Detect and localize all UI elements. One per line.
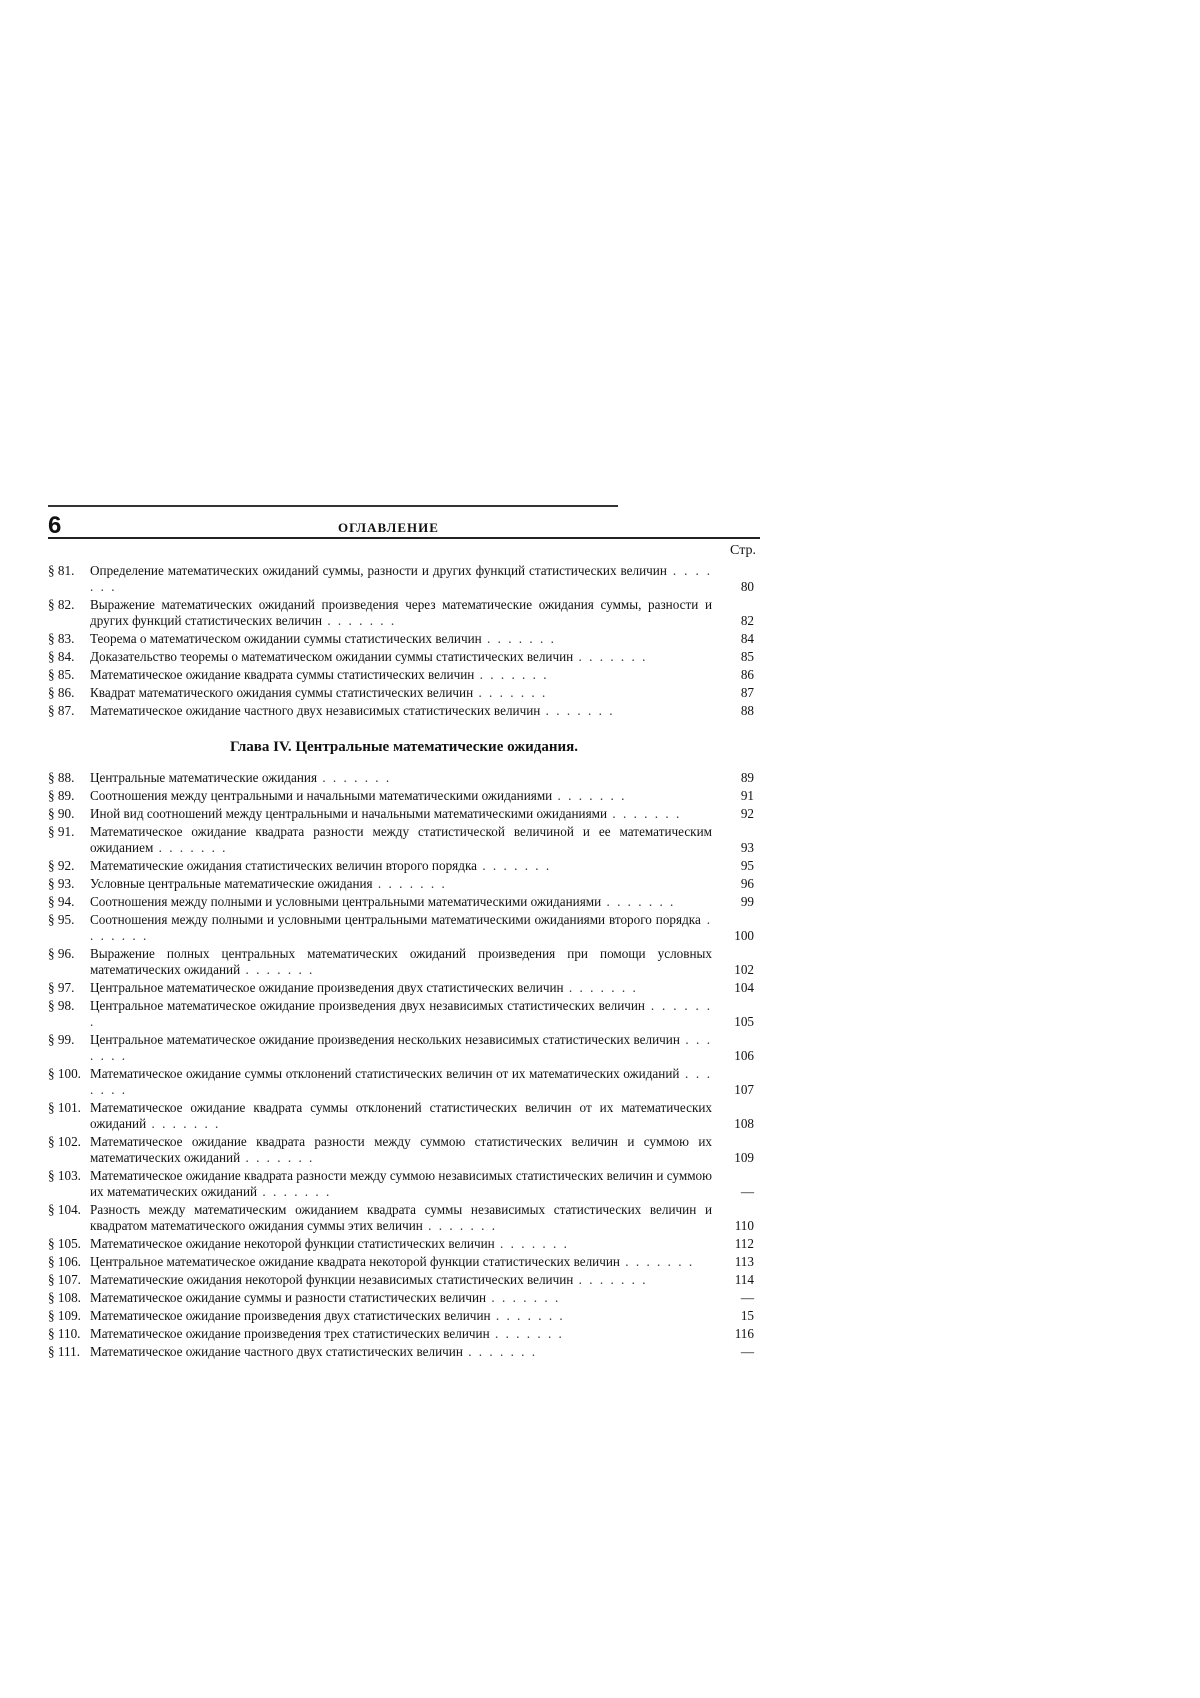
toc-entry [48, 1254, 760, 1270]
toc-entry [48, 912, 760, 944]
toc-entry [48, 806, 760, 822]
section-title: Выражение полных центральных математических ожиданий произведения при помощи условных математических ожиданий . . . . . . . [90, 946, 712, 977]
section-number: § 104. [48, 1202, 81, 1217]
toc-entry [48, 667, 760, 683]
section-number: § 93. [48, 876, 75, 891]
section-title: Математическое ожидание частного двух независимых статистических величин . . . . . . . [90, 703, 615, 718]
section-title: Соотношения между центральными и начальными математическими ожиданиями . . . . . . . [90, 788, 627, 803]
page-ref: 107 [734, 1082, 754, 1097]
toc-entry [48, 1236, 760, 1252]
section-number: § 87. [48, 703, 75, 718]
section-title: Иной вид соотношений между центральными и начальными математическими ожиданиями . . . . . . . [90, 806, 682, 821]
section-number: § 109. [48, 1308, 81, 1323]
page-ref: 100 [734, 928, 754, 943]
page-ref: 85 [740, 649, 754, 664]
leader-dots: . . . . . . . [90, 563, 713, 594]
section-number: § 89. [48, 788, 75, 803]
page-ref: 102 [734, 962, 754, 977]
page-ref: 93 [740, 840, 754, 855]
leader-dots: . . . . . . . [153, 840, 228, 855]
running-head: ОГЛАВЛЕНИЕ [338, 520, 439, 535]
toc-entry [48, 1202, 760, 1234]
leader-dots: . . . . . . . [573, 649, 648, 664]
leader-dots: . . . . . . . [462, 1344, 538, 1359]
leader-dots: . . . . . . . [489, 1326, 564, 1341]
toc-entry [48, 876, 760, 892]
page-ref: 15 [740, 1308, 754, 1323]
page-ref: 108 [734, 1116, 754, 1131]
section-title: Определение математических ожиданий суммы, разности и других функций статистических величин . . . . . . . [90, 563, 713, 594]
page-ref: 104 [734, 980, 754, 995]
section-number: § 103. [48, 1168, 81, 1183]
section-title: Математическое ожидание квадрата разности между статистической величиной и ее математическим ожиданием . . . . . . . [90, 824, 712, 855]
toc-entry [48, 685, 760, 701]
page-ref: 92 [740, 806, 754, 821]
toc-entry [48, 649, 760, 665]
toc-entry [48, 1168, 760, 1200]
page-ref: 113 [734, 1254, 754, 1269]
section-title: Условные центральные математические ожидания . . . . . . . [90, 876, 447, 891]
toc-list-chapter-iii [48, 563, 760, 719]
page-ref: 112 [734, 1236, 754, 1251]
leader-dots: . . . . . . . [146, 1116, 221, 1131]
toc-entry [48, 1290, 760, 1306]
leader-dots: . . . . . . . [90, 998, 712, 1029]
leader-dots: . . . . . . . [490, 1308, 565, 1323]
leader-dots: . . . . . . . [322, 613, 397, 628]
top-rule [48, 505, 618, 507]
page-ref: 96 [740, 876, 754, 891]
section-number: § 88. [48, 770, 75, 785]
section-title: Математическое ожидание квадрата суммы отклонений статистических величин от их математических ожиданий . . . . . . . [90, 1100, 712, 1131]
page-column-heading: Стр. [730, 543, 756, 558]
section-number: § 82. [48, 597, 75, 612]
section-number: § 84. [48, 649, 75, 664]
section-number: § 101. [48, 1100, 81, 1115]
toc-list-chapter-iv [48, 770, 760, 1360]
section-title: Разность между математическим ожиданием квадрата суммы независимых статистических величин и квадратом математического ожидания суммы этих величин . . . . . . . [90, 1202, 712, 1233]
section-title: Математическое ожидание суммы и разности статистических величин . . . . . . . [90, 1290, 561, 1305]
section-number: § 92. [48, 858, 75, 873]
toc-entry [48, 824, 760, 856]
section-number: § 83. [48, 631, 75, 646]
leader-dots: . . . . . . . [372, 876, 447, 891]
section-number: § 90. [48, 806, 75, 821]
toc-entry [48, 980, 760, 996]
leader-dots: . . . . . . . [317, 770, 392, 785]
page-ref: 95 [740, 858, 754, 873]
section-title: Центральное математическое ожидание квадрата некоторой функции статистических величин . . . . . . . [90, 1254, 695, 1269]
leader-dots: . . . . . . . [552, 788, 627, 803]
toc-entry [48, 1344, 760, 1360]
section-title: Математические ожидания статистических величин второго порядка . . . . . . . [90, 858, 552, 873]
section-number: § 100. [48, 1066, 81, 1081]
page-ref: 80 [740, 579, 754, 594]
leader-dots: . . . . . . . [240, 962, 315, 977]
toc-entry [48, 1066, 760, 1098]
toc-entry [48, 631, 760, 647]
section-title: Центральное математическое ожидание произведения двух независимых статистических величин . . . . . . . [90, 998, 712, 1029]
section-number: § 85. [48, 667, 75, 682]
toc-entry [48, 1032, 760, 1064]
toc-entry [48, 597, 760, 629]
section-title: Центральное математическое ожидание произведения нескольких независимых статистических величин . . . . . . . [90, 1032, 713, 1063]
page-ref: 109 [734, 1150, 754, 1165]
toc-entry [48, 563, 760, 595]
leader-dots: . . . . . . . [573, 1272, 648, 1287]
section-title: Соотношения между полными и условными центральными математическими ожиданиями . . . . . . . [90, 894, 676, 909]
leader-dots: . . . . . . . [540, 703, 615, 718]
section-title: Математическое ожидание квадрата разности между суммою независимых статистических величин и суммою их математических ожиданий . . . . . . . [90, 1168, 712, 1199]
page-number: 6 [48, 512, 62, 539]
leader-dots: . . . . . . . [619, 1254, 695, 1269]
toc-entry [48, 788, 760, 804]
section-title: Центральное математическое ожидание произведения двух статистических величин . . . . . . . [90, 980, 638, 995]
section-number: § 108. [48, 1290, 81, 1305]
toc-page [48, 505, 760, 1362]
leader-dots: . . . . . . . [563, 980, 638, 995]
section-number: § 102. [48, 1134, 81, 1149]
page-ref: 87 [740, 685, 754, 700]
toc-entry [48, 1326, 760, 1342]
section-number: § 94. [48, 894, 75, 909]
leader-dots: . . . . . . . [473, 685, 548, 700]
leader-dots: . . . . . . . [257, 1184, 332, 1199]
toc-entry [48, 1100, 760, 1132]
leader-dots: . . . . . . . [422, 1218, 497, 1233]
toc-entry [48, 1272, 760, 1288]
section-number: § 81. [48, 563, 75, 578]
leader-dots: . . . . . . . [474, 667, 549, 682]
section-number: § 111. [48, 1344, 80, 1359]
toc-entry [48, 946, 760, 978]
page-ref: 99 [740, 894, 754, 909]
section-number: § 96. [48, 946, 75, 961]
toc-entry [48, 1308, 760, 1324]
toc-entry [48, 770, 760, 786]
section-title: Центральные математические ожидания . . . . . . . [90, 770, 392, 785]
section-title: Математическое ожидание некоторой функции статистических величин . . . . . . . [90, 1236, 569, 1251]
section-title: Математическое ожидание суммы отклонений статистических величин от их математических ожиданий . . . . . . . [90, 1066, 713, 1097]
section-title: Математическое ожидание произведения двух статистических величин . . . . . . . [90, 1308, 565, 1323]
page-ref: 88 [740, 703, 754, 718]
toc-entry [48, 998, 760, 1030]
page-ref: 114 [734, 1272, 754, 1287]
toc-entry [48, 858, 760, 874]
leader-dots: . . . . . . . [90, 1032, 713, 1063]
page-ref: — [740, 1184, 754, 1199]
page-ref: 116 [734, 1326, 754, 1341]
leader-dots: . . . . . . . [494, 1236, 569, 1251]
page-ref: 106 [734, 1048, 754, 1063]
section-title: Математическое ожидание квадрата суммы статистических величин . . . . . . . [90, 667, 549, 682]
section-number: § 110. [48, 1326, 81, 1341]
page-ref: 86 [740, 667, 754, 682]
leader-dots: . . . . . . . [240, 1150, 315, 1165]
section-title: Выражение математических ожиданий произведения через математические ожидания суммы, разности и других функций статистических величин . . . . . . . [90, 597, 712, 628]
section-number: § 99. [48, 1032, 75, 1047]
page-ref: 105 [734, 1014, 754, 1029]
page-ref: 82 [740, 613, 754, 628]
page-ref: — [740, 1344, 754, 1359]
section-title: Доказательство теоремы о математическом ожидании суммы статистических величин . . . . . . . [90, 649, 648, 664]
section-number: § 107. [48, 1272, 81, 1287]
leader-dots: . . . . . . . [481, 631, 556, 646]
section-title: Математическое ожидание частного двух статистических величин . . . . . . . [90, 1344, 538, 1359]
section-number: § 106. [48, 1254, 81, 1269]
toc-entry [48, 1134, 760, 1166]
section-title: Теорема о математическом ожидании суммы статистических величин . . . . . . . [90, 631, 556, 646]
section-number: § 86. [48, 685, 75, 700]
page-ref: — [740, 1290, 754, 1305]
section-number: § 105. [48, 1236, 81, 1251]
section-number: § 97. [48, 980, 75, 995]
leader-dots: . . . . . . . [90, 912, 712, 943]
page-ref: 84 [740, 631, 754, 646]
toc-entry [48, 703, 760, 719]
page-ref: 89 [740, 770, 754, 785]
leader-dots: . . . . . . . [607, 806, 682, 821]
section-title: Соотношения между полными и условными центральными математическими ожиданиями второго порядка . . . . . . . [90, 912, 712, 943]
leader-dots: . . . . . . . [90, 1066, 713, 1097]
toc-entry [48, 894, 760, 910]
page-header [48, 512, 760, 539]
leader-dots: . . . . . . . [601, 894, 676, 909]
section-title: Математическое ожидание произведения трех статистических величин . . . . . . . [90, 1326, 564, 1341]
leader-dots: . . . . . . . [486, 1290, 561, 1305]
section-title: Математические ожидания некоторой функции независимых статистических величин . . . . . . . [90, 1272, 648, 1287]
chapter-heading: Глава IV. Центральные математические ожидания. [230, 739, 578, 755]
page-ref: 110 [734, 1218, 754, 1233]
leader-dots: . . . . . . . [477, 858, 552, 873]
section-number: § 91. [48, 824, 75, 839]
page-ref: 91 [740, 788, 754, 803]
section-number: § 98. [48, 998, 75, 1013]
section-title: Квадрат математического ожидания суммы статистических величин . . . . . . . [90, 685, 548, 700]
section-title: Математическое ожидание квадрата разности между суммою статистических величин и суммою их математических ожиданий . . . . . . . [90, 1134, 712, 1165]
section-number: § 95. [48, 912, 75, 927]
